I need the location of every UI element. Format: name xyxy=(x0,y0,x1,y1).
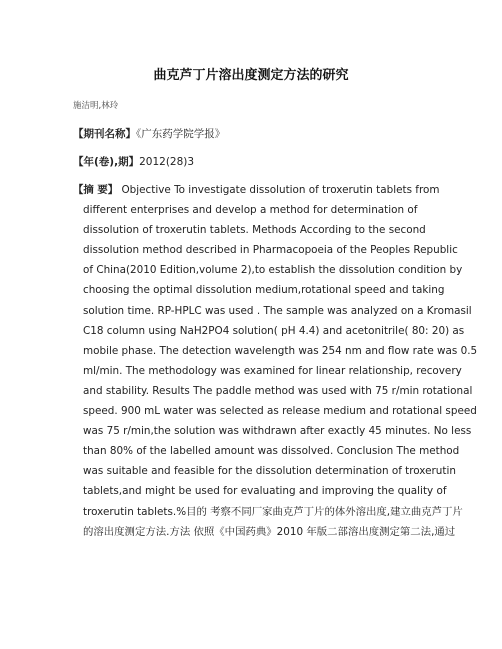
abstract-line: choosing the optimal dissolution medium,rotational speed and taking xyxy=(83,284,445,297)
abstract-line: C18 column using NaH2PO4 solution( pH 4.4) and acetonitrile( 80: 20) as xyxy=(83,324,465,337)
abstract-line: different enterprises and develop a method for determination of xyxy=(83,204,418,217)
issue-label: 【年(卷),期】 xyxy=(73,156,140,168)
journal-name: 《广东药学院学报》 xyxy=(136,128,226,140)
journal-label: 【期刊名称】 xyxy=(73,128,136,140)
page-title: 曲克芦丁片溶出度测定方法的研究 xyxy=(153,68,349,83)
abstract-line: of China(2010 Edition,volume 2),to establish the dissolution condition by xyxy=(83,264,463,277)
abstract-line: dissolution method described in Pharmacopoeia of the Peoples Republic xyxy=(83,244,458,257)
issue-row xyxy=(73,154,194,169)
abstract-line: mobile phase. The detection wavelength was 254 nm and flow rate was 0.5 xyxy=(83,344,478,357)
abstract-line: tablets,and might be used for evaluating and improving the quality of xyxy=(83,485,447,498)
issue-value: 2012(28)3 xyxy=(139,156,195,168)
abstract-line: ml/min. The methodology was examined for linear relationship, recovery xyxy=(83,364,462,377)
abstract-line: Objective To investigate dissolution of troxerutin tablets from xyxy=(121,184,440,196)
abstract-line: speed. 900 mL water was selected as release medium and rotational speed xyxy=(83,405,477,418)
abstract-line: than 80% of the labelled amount was dissolved. Conclusion The method xyxy=(83,445,460,458)
abstract-line: dissolution of troxerutin tablets. Methods According to the second xyxy=(83,224,426,237)
journal-row xyxy=(73,126,225,141)
abstract-label: 【摘 要】 xyxy=(73,184,119,196)
abstract-line: was 75 r/min,the solution was withdrawn after exactly 45 minutes. No less xyxy=(83,425,472,438)
abstract-line: troxerutin tablets.%目的 考察不同厂家曲克芦丁片的体外溶出度,建立曲克芦丁片 xyxy=(83,505,463,518)
authors: 施洁明,林玲 xyxy=(73,101,119,111)
abstract-line: 的溶出度测定方法.方法 依照《中国药典》2010 年版二部溶出度测定第二法,通过 xyxy=(83,525,456,538)
abstract-line: was suitable and feasible for the dissolution determination of troxerutin xyxy=(83,465,456,478)
abstract-line: and stability. Results The paddle method was used with 75 r/min rotational xyxy=(83,384,473,397)
abstract xyxy=(73,180,478,542)
abstract-line: solution time. RP-HPLC was used . The sample was analyzed on a Kromasil xyxy=(83,304,472,317)
